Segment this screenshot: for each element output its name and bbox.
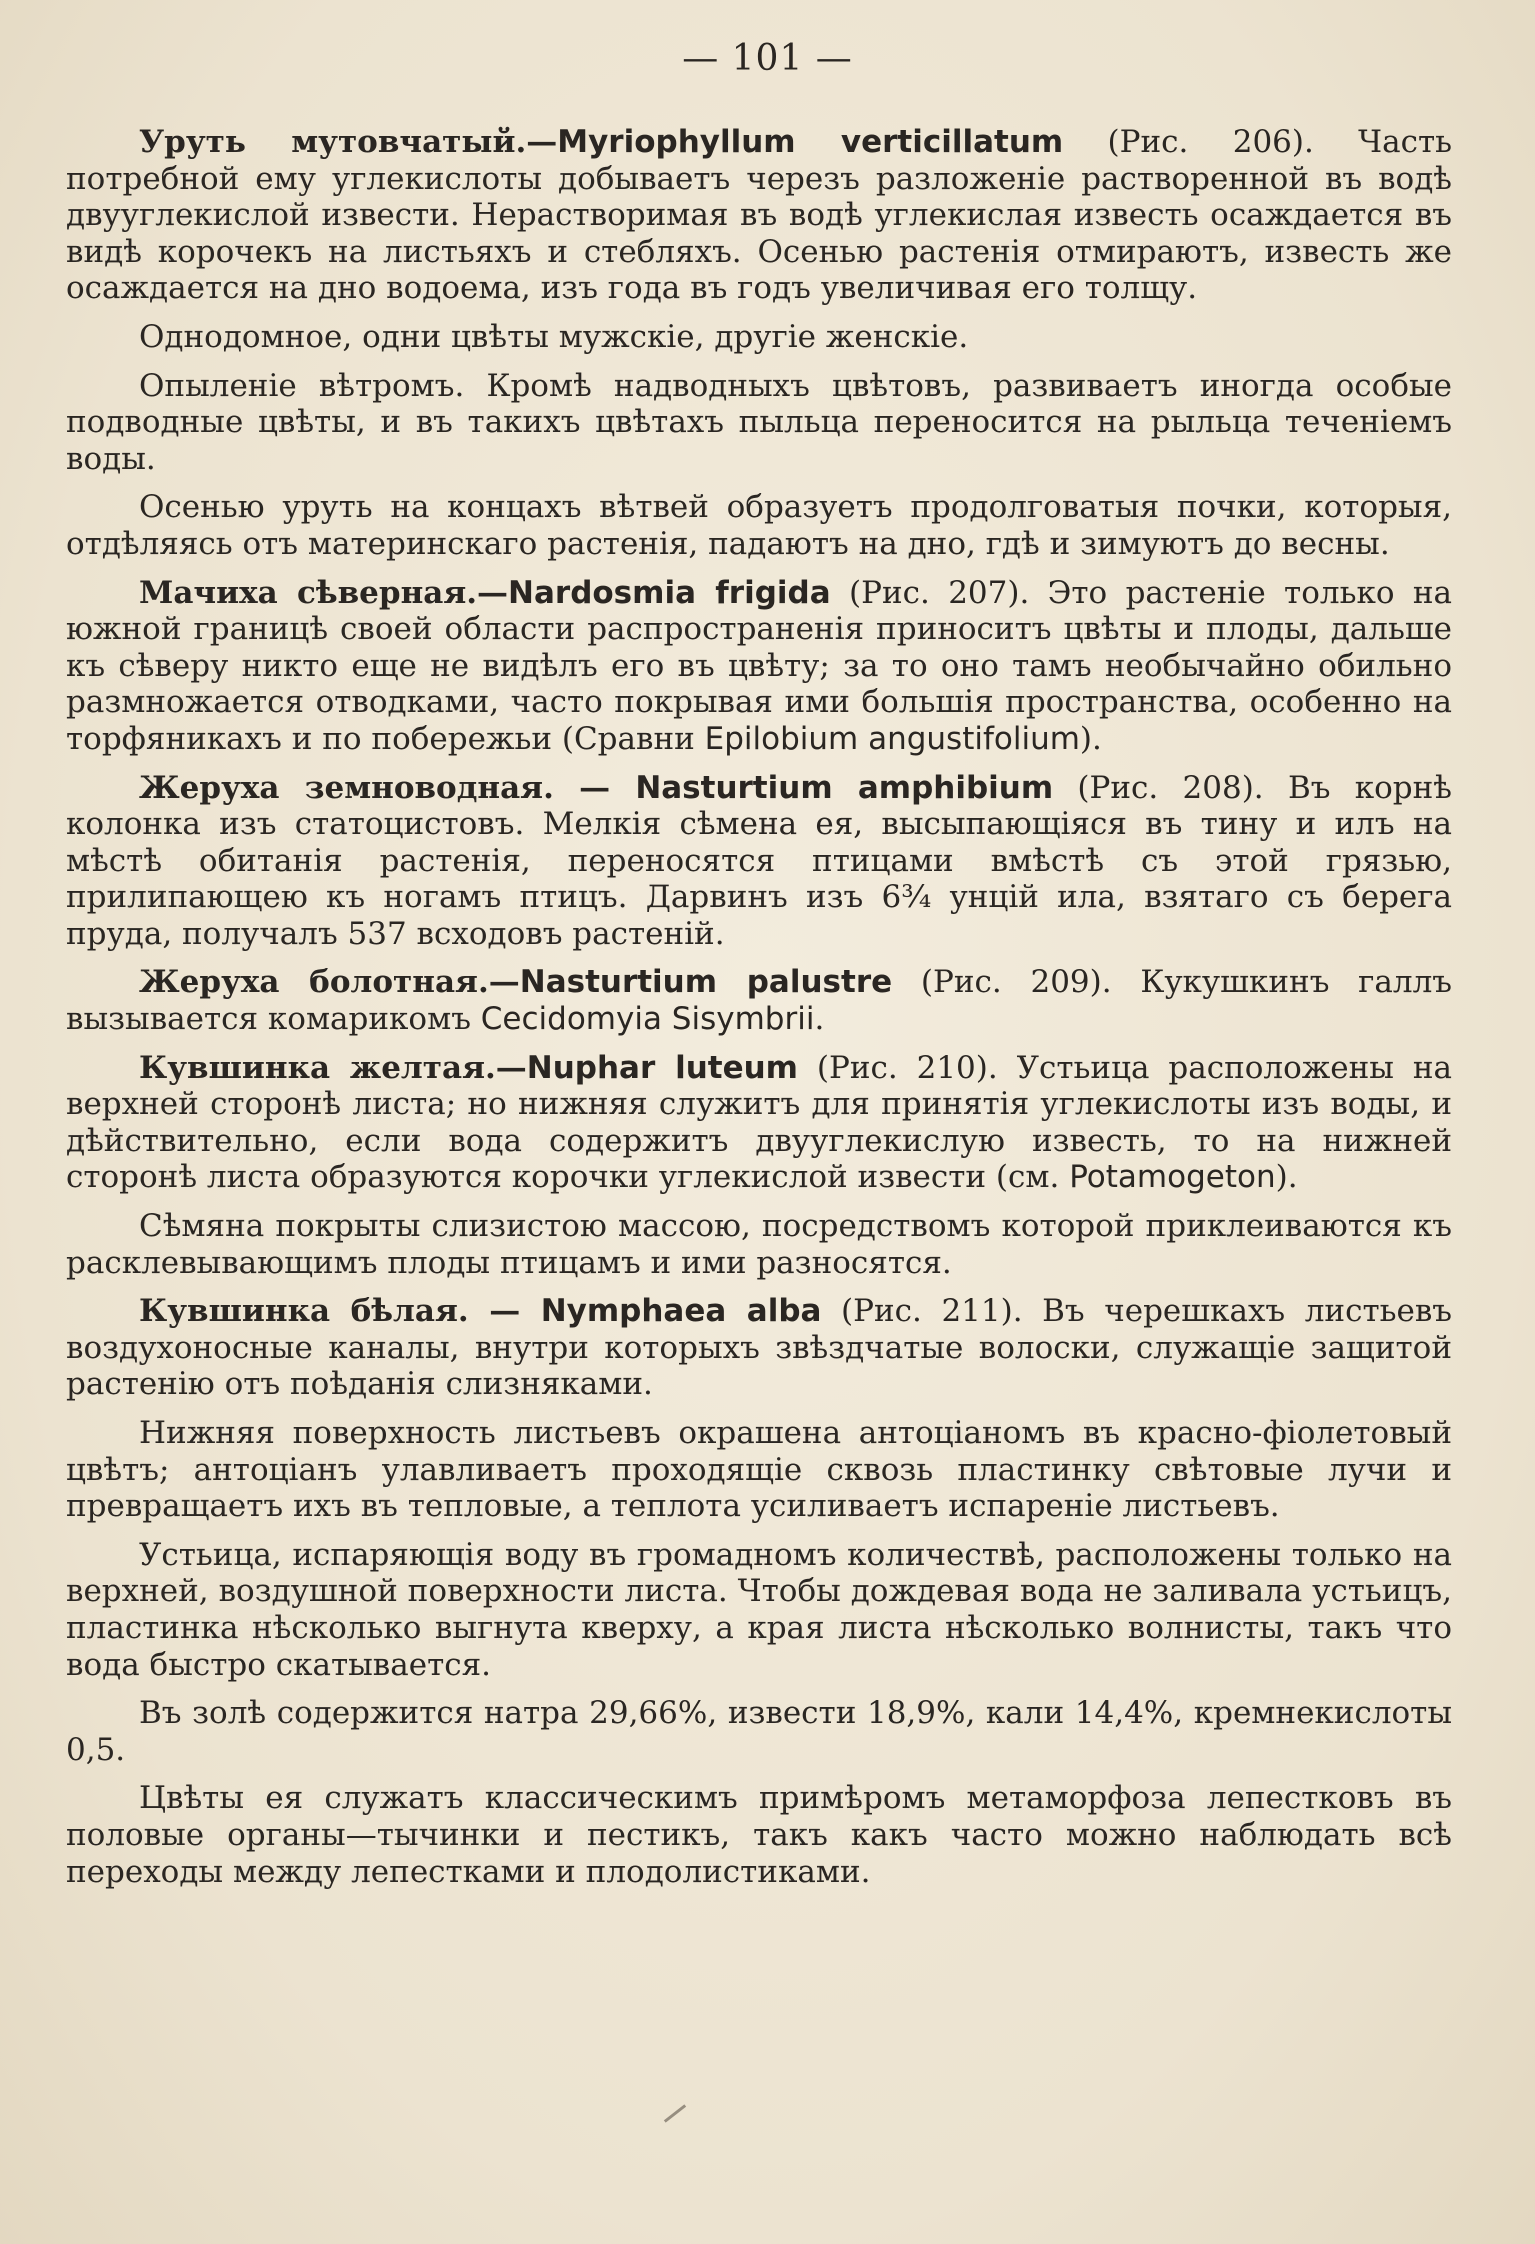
latin-name: Nymphaea alba xyxy=(540,1293,822,1330)
page-number: — 101 — xyxy=(682,38,853,79)
latin-name: Nardosmia frigida xyxy=(508,574,831,611)
paragraph-machikha xyxy=(66,575,1452,758)
paragraph: Въ золѣ содержится натра 29,66%, извести 18,9%, кали 14,4%, кремнекислоты 0,5. xyxy=(66,1695,1452,1768)
entry-text: (Рис. 208). Въ корнѣ колонка изъ статоцистовъ. Мелкія сѣмена ея, высыпающіяся въ тину и илъ на мѣстѣ обитанія растенія, переносятся птицами вмѣстѣ съ этой грязью, прилипающею къ ногамъ птицъ. Дарвинъ изъ 6¾ унцій ила, взятаго съ берега пруда, получалъ 537 всходовъ растеній. xyxy=(66,769,1452,952)
entry-heading: Жеруха болотная.— xyxy=(139,964,520,1001)
entry-text-tail: ). xyxy=(1079,720,1102,757)
entry-heading: Кувшинка желтая.— xyxy=(139,1049,527,1086)
entry-text: (Рис. 210). Устьица расположены на верхней сторонѣ листа; но нижняя служитъ для принятія углекислоты изъ воды, и дѣйствительно, если вода содержитъ двууглекислую известь, то на нижней сторонѣ листа образуются корочки углекислой извести (см. xyxy=(66,1049,1452,1196)
entry-heading: Уруть мутовчатый.— xyxy=(139,124,558,160)
latin-reference: Epilobium angustifolium xyxy=(704,720,1080,757)
paragraph: Сѣмяна покрыты слизистою массою, посредствомъ которой приклеиваются къ расклевывающимъ плоды птицамъ и ими разносятся. xyxy=(66,1208,1452,1281)
paragraph: Нижняя поверхность листьевъ окрашена антоціаномъ въ красно-фіолетовый цвѣтъ; антоціанъ улавливаетъ проходящіе сквозь пластинку свѣтовые лучи и превращаетъ ихъ въ тепловые, а теплота усиливаетъ испареніе листьевъ. xyxy=(66,1415,1452,1525)
latin-name: Nasturtium amphibium xyxy=(635,769,1054,806)
paragraph: Осенью уруть на концахъ вѣтвей образуетъ продолговатыя почки, которыя, отдѣляясь отъ материнскаго растенія, падаютъ на дно, гдѣ и зимуютъ до весны. xyxy=(66,489,1452,562)
paragraph: Опыленіе вѣтромъ. Кромѣ надводныхъ цвѣтовъ, развиваетъ иногда особые подводные цвѣты, и въ такихъ цвѣтахъ пыльца переносится на рыльца теченіемъ воды. xyxy=(66,367,1452,477)
paragraph-kuvshinka-belaya xyxy=(66,1293,1452,1403)
pencil-mark xyxy=(664,2104,686,2122)
entry-text-tail: ). xyxy=(1275,1159,1298,1196)
paragraph-zherukha-bolotnaya xyxy=(66,964,1452,1037)
entry-text: (Рис. 209). Кукушкинъ галлъ вызывается комарикомъ xyxy=(66,964,1452,1038)
page-body xyxy=(66,124,1452,1902)
latin-reference: Cecidomyia Sisymbrii xyxy=(480,1001,815,1038)
latin-name: Nasturtium palustre xyxy=(519,964,893,1001)
entry-text: (Рис. 211). Въ черешкахъ листьевъ воздухоносные каналы, внутри которыхъ звѣздчатые волоски, служащіе защитой растенію отъ поѣданія слизняками. xyxy=(66,1293,1452,1403)
paragraph-kuvshinka-zheltaya xyxy=(66,1050,1452,1196)
entry-text-tail: . xyxy=(814,1001,825,1038)
latin-reference: Potamogeton xyxy=(1069,1159,1276,1196)
paragraph-urut xyxy=(66,124,1452,307)
entry-heading: Кувшинка бѣлая. — xyxy=(139,1293,541,1330)
entry-heading: Мачиха сѣверная.— xyxy=(139,574,509,611)
latin-name: Nuphar luteum xyxy=(526,1049,798,1086)
entry-text: (Рис. 207). Это растеніе только на южной границѣ своей области распространенія приноситъ цвѣты и плоды, дальше къ сѣверу никто еще не видѣлъ его въ цвѣту; за то оно тамъ необычайно обильно размножается отводками, часто покрывая ими большія пространства, особенно на торфяникахъ и по побережьи (Сравни xyxy=(66,574,1452,757)
paragraph: Однодомное, одни цвѣты мужскіе, другіе женскіе. xyxy=(139,318,969,355)
entry-heading: Жеруха земноводная. — xyxy=(139,769,636,806)
paragraph: Цвѣты ея служатъ классическимъ примѣромъ метаморфоза лепестковъ въ половые органы—тычинки и пестикъ, такъ какъ часто можно наблюдать всѣ переходы между лепестками и плодолистиками. xyxy=(66,1780,1452,1890)
latin-name: Myriophyllum verticillatum xyxy=(557,124,1064,160)
paragraph-zherukha-zemnovodnaya xyxy=(66,770,1452,953)
entry-text: (Рис. 206). Часть потребной ему углекислоты добываетъ черезъ разложеніе растворенной въ водѣ двууглекислой извести. Нерастворимая въ водѣ углекислая известь осаждается въ видѣ корочекъ на листьяхъ и стебляхъ. Осенью растенія отмираютъ, известь же осаждается на дно водоема, изъ года въ годъ увеличивая его толщу. xyxy=(66,124,1453,307)
paragraph: Устьица, испаряющія воду въ громадномъ количествѣ, расположены только на верхней, воздушной поверхности листа. Чтобы дождевая вода не заливала устьицъ, пластинка нѣсколько выгнута кверху, а края листа нѣсколько волнисты, такъ что вода быстро скатывается. xyxy=(66,1536,1452,1683)
